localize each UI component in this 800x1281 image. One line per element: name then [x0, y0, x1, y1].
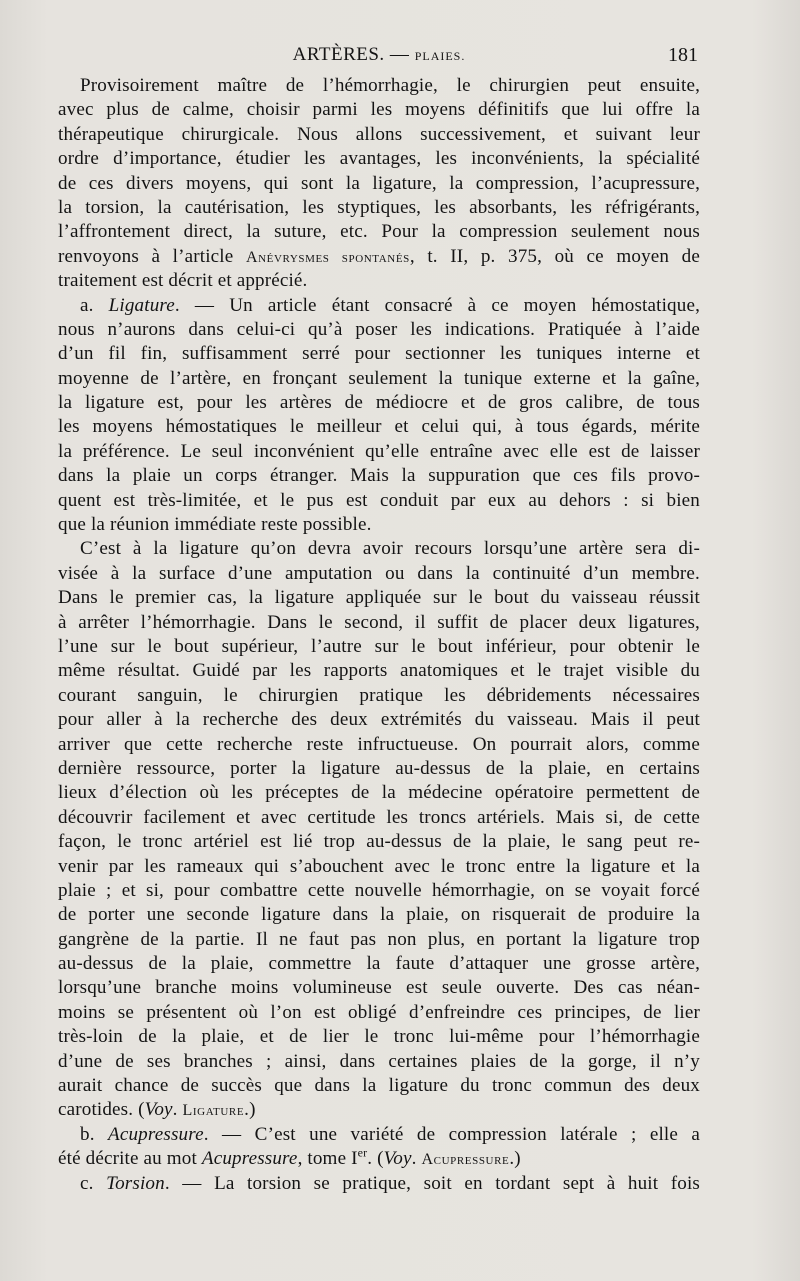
- text-line: [58, 1025, 700, 1049]
- text-segment: plaie ; et si, pour combattre cette nouvelle hémorrhagie, on se voyait forcé: [58, 879, 700, 901]
- text-segment: la torsion, la cautérisation, les styptiques, les absorbants, les réfrigérants,: [58, 196, 700, 218]
- text-line: [58, 635, 700, 659]
- text-segment: été décrite au mot: [58, 1148, 202, 1170]
- text-line: [58, 879, 700, 903]
- text-line: [58, 903, 700, 927]
- text-line: [58, 684, 700, 708]
- text-segment: er: [357, 1145, 368, 1160]
- text-line: [58, 806, 700, 830]
- text-segment: découvrir facilement et avec certitude les troncs artériels. Mais si, de cette: [58, 806, 700, 828]
- text-segment: que la réunion immédiate reste possible.: [58, 514, 372, 536]
- text-line: [58, 757, 700, 781]
- text-segment: renvoyons à l’article: [58, 245, 246, 267]
- text-segment: .): [509, 1148, 521, 1170]
- text-segment: à arrêter l’hémorrhagie. Dans le second, il suffit de placer deux ligatures,: [58, 611, 700, 633]
- text-segment: lieux d’élection où les préceptes de la médecine opératoire permettent de: [58, 782, 700, 804]
- text-line: [58, 611, 700, 635]
- text-segment: . (: [367, 1148, 384, 1170]
- text-line: [58, 342, 700, 366]
- text-segment: la ligature est, pour les artères de médiocre et de gros calibre, de tous: [58, 392, 700, 414]
- text-segment: carotides. (: [58, 1099, 145, 1121]
- text-line: [58, 294, 700, 318]
- text-line: [58, 367, 700, 391]
- running-title-main: ARTÈRES. —: [292, 44, 415, 65]
- text-line: [58, 74, 700, 98]
- text-segment: nous n’aurons dans celui-ci qu’à poser les indications. Pratiquée à l’aide: [58, 318, 700, 340]
- text-segment: de ces divers moyens, qui sont la ligature, la compression, l’acupressure,: [58, 172, 700, 194]
- text-segment: b.: [80, 1123, 109, 1145]
- text-segment: . — La torsion se pratique, soit en tordant sept à huit fois: [164, 1172, 700, 1194]
- text-segment: , t. II, p. 375, où ce moyen de: [409, 245, 700, 267]
- text-line: [58, 733, 700, 757]
- text-segment: l’une sur le bout supérieur, l’autre sur le bout inférieur, pour obtenir le: [58, 635, 700, 657]
- text-segment: avec plus de calme, choisir parmi les moyens définitifs que lui offre la: [58, 99, 700, 121]
- text-line: [58, 318, 700, 342]
- text-segment: Anévrysmes spontanés: [245, 248, 410, 266]
- text-segment: Dans le premier cas, la ligature appliquée sur le bout du vaisseau réussit: [58, 587, 700, 609]
- text-line: [58, 172, 700, 196]
- text-line: [58, 928, 700, 952]
- text-line: [58, 562, 700, 586]
- text-line: [58, 1001, 700, 1025]
- text-line: [58, 1147, 700, 1171]
- text-segment: gangrène de la partie. Il ne faut pas non plus, en portant la ligature trop: [58, 928, 700, 950]
- text-segment: traitement est décrit et apprécié.: [58, 270, 308, 292]
- text-segment: moins se présentent où l’on est obligé d’enfreindre ces principes, de lier: [58, 1001, 700, 1023]
- text-segment: ordre d’importance, étudier les avantages, les inconvénients, la spécialité: [58, 148, 700, 170]
- text-segment: a.: [80, 294, 109, 316]
- text-line: [58, 659, 700, 683]
- text-line: [58, 513, 700, 537]
- text-line: [58, 952, 700, 976]
- text-segment: aurait chance de succès que dans la ligature du tronc commun des deux: [58, 1075, 700, 1097]
- text-segment: c.: [80, 1172, 107, 1194]
- text-line: [58, 781, 700, 805]
- text-line: [58, 464, 700, 488]
- text-segment: . — Un article étant consacré à ce moyen hémostatique,: [174, 294, 700, 316]
- text-segment: d’une de ses branches ; ainsi, dans certaines plaies de la gorge, il n’y: [58, 1050, 700, 1072]
- text-segment: même résultat. Guidé par les rapports anatomiques et le trajet visible du: [58, 660, 700, 682]
- text-line: [58, 391, 700, 415]
- running-title-section: PLAIES.: [414, 49, 466, 63]
- text-segment: arriver que cette recherche reste infructueuse. On pourrait alors, comme: [58, 733, 700, 755]
- text-line: [58, 489, 700, 513]
- text-line: [58, 1050, 700, 1074]
- text-segment: dernière ressource, porter la ligature au-dessus de la plaie, en certains: [58, 757, 700, 779]
- text-segment: de porter une seconde ligature dans la plaie, on risquerait de produire la: [58, 904, 700, 926]
- text-segment: l’affrontement direct, la suture, etc. Pour la compression seulement nous: [58, 221, 700, 243]
- text-line: [58, 98, 700, 122]
- text-segment: courant sanguin, le chirurgien pratique les débridements nécessaires: [58, 684, 700, 706]
- text-segment: Ligature: [108, 294, 175, 316]
- text-segment: venir par les rameaux qui s’abouchent avec le tronc entre la ligature et la: [58, 855, 700, 877]
- text-segment: façon, le tronc artériel est lié trop au-dessus de la plaie, le sang peut re-: [58, 831, 700, 853]
- text-line: [58, 147, 700, 171]
- text-segment: Acupressure: [201, 1148, 298, 1170]
- text-segment: Ligature: [182, 1102, 245, 1120]
- running-title: [58, 44, 700, 66]
- text-segment: dans la plaie un corps étranger. Mais la suppuration que ces fils provo-: [58, 465, 700, 487]
- text-segment: d’un fil fin, suffisamment serré pour sectionner les tuniques interne et: [58, 343, 700, 365]
- text-line: [58, 123, 700, 147]
- text-line: [58, 708, 700, 732]
- text-segment: pour aller à la recherche des deux extrémités du vaisseau. Mais il peut: [58, 709, 700, 731]
- text-line: [58, 1098, 700, 1122]
- text-segment: la préférence. Le seul inconvénient qu’elle entraîne avec elle est de laisser: [58, 440, 700, 462]
- text-segment: moyenne de l’artère, en fronçant seulement la tunique externe et la gaîne,: [58, 367, 700, 389]
- text-line: [58, 415, 700, 439]
- text-segment: Provisoirement maître de l’hémorrhagie, le chirurgien peut ensuite,: [80, 75, 700, 96]
- text-segment: très-loin de la plaie, et de lier le tronc lui-même pour l’hémorrhagie: [58, 1026, 700, 1048]
- text-line: [58, 220, 700, 244]
- text-line: [58, 830, 700, 854]
- text-segment: les moyens hémostatiques le meilleur et celui qui, à tous égards, mérite: [58, 416, 700, 438]
- text-line: [58, 537, 700, 561]
- text-line: [58, 586, 700, 610]
- text-segment: Torsion: [106, 1172, 165, 1194]
- running-header: [58, 44, 700, 74]
- text-line: [58, 245, 700, 269]
- text-segment: thérapeutique chirurgicale. Nous allons successivement, et suivant leur: [58, 123, 700, 145]
- text-line: [58, 269, 700, 293]
- text-segment: quent est très-limitée, et le pus est conduit par eux au dehors : si bien: [58, 489, 700, 511]
- text-segment: Acupressure: [108, 1123, 204, 1145]
- text-segment: Voy: [144, 1099, 173, 1121]
- text-segment: , tome I: [297, 1148, 358, 1170]
- text-segment: Acupressure: [421, 1151, 510, 1169]
- text-segment: Voy: [383, 1148, 412, 1170]
- text-segment: lorsqu’une branche moins volumineuse est seule ouverte. Des cas néan-: [58, 977, 700, 999]
- text-segment: .: [411, 1148, 422, 1170]
- text-line: [58, 855, 700, 879]
- page-number: 181: [668, 44, 698, 66]
- text-segment: .): [244, 1099, 256, 1121]
- text-line: [58, 196, 700, 220]
- text-segment: . — C’est une variété de compression latérale ; elle a: [203, 1123, 701, 1145]
- text-line: [58, 976, 700, 1000]
- text-segment: .: [172, 1099, 183, 1121]
- text-line: [58, 1074, 700, 1098]
- text-segment: au-dessus de la plaie, commettre la faute d’attaquer une grosse artère,: [58, 953, 700, 975]
- text-line: [58, 1123, 700, 1147]
- text-line: [58, 440, 700, 464]
- text-segment: C’est à la ligature qu’on devra avoir recours lorsqu’une artère sera di-: [80, 538, 700, 560]
- text-line: [58, 1172, 700, 1196]
- body-text: [58, 74, 700, 1196]
- text-segment: visée à la surface d’une amputation ou dans la continuité d’un membre.: [58, 562, 700, 584]
